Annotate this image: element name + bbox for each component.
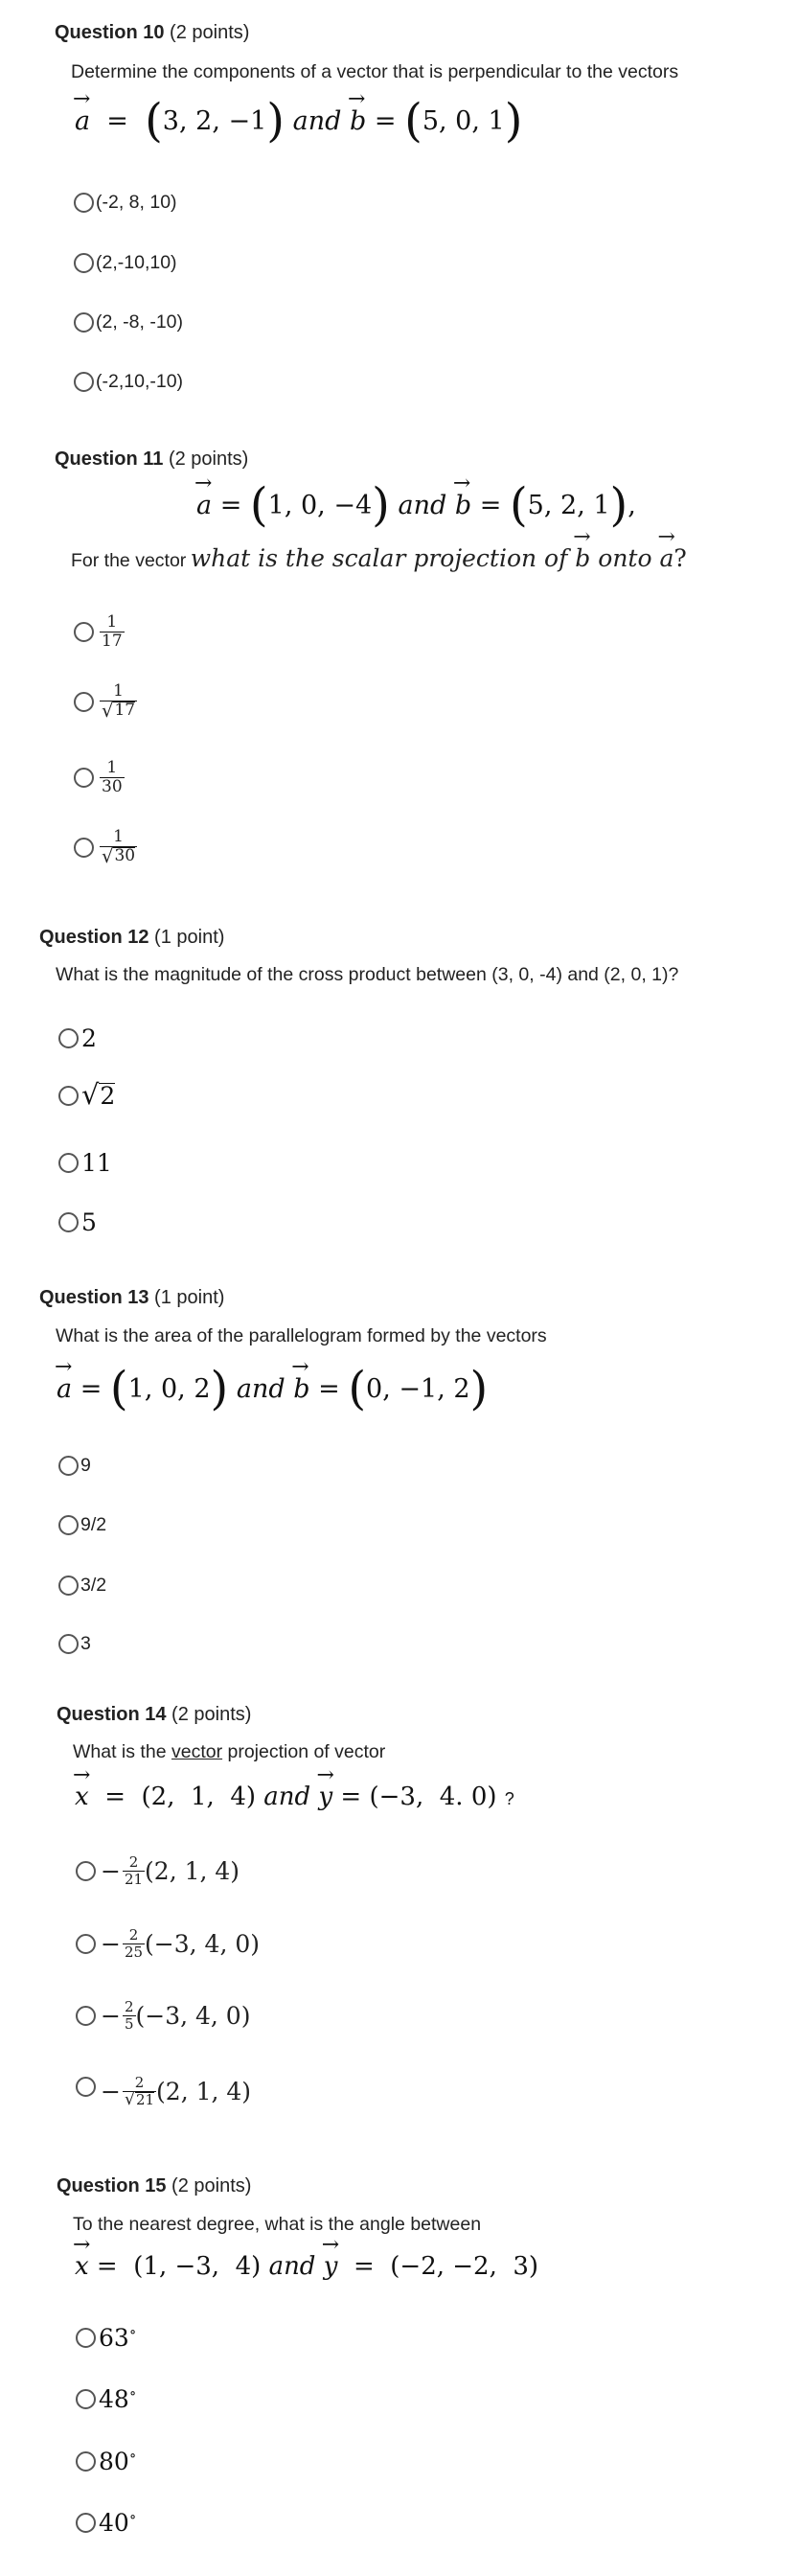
option-label: (2, -8, -10) bbox=[96, 311, 184, 333]
vector-b-values: 0, −1, 2 bbox=[366, 1374, 470, 1404]
question-11-header bbox=[55, 448, 248, 471]
option-label: (2,-10,10) bbox=[96, 252, 177, 273]
radio-button[interactable] bbox=[58, 1086, 79, 1106]
question-12-option-2[interactable] bbox=[58, 1078, 116, 1111]
option-label: 9/2 bbox=[80, 1514, 107, 1535]
fraction: $\frac{2}{21}$ bbox=[124, 1853, 144, 1888]
question-12-prompt: What is the magnitude of the cross product between (3, 0, -4) and (2, 0, 1)? bbox=[56, 964, 679, 985]
question-14-option-2[interactable]: − $\frac{2}{25}$ (−3, 4, 0) bbox=[76, 1927, 260, 1960]
fraction: $\frac{1}{30}$ bbox=[102, 758, 123, 796]
question-10-option-2[interactable] bbox=[74, 252, 177, 274]
question-13-option-1[interactable] bbox=[58, 1455, 91, 1477]
question-11-vectors: → a = (1, 0, −4) and → b = (5, 2, 1), bbox=[196, 482, 636, 528]
question-points: (2 points) bbox=[171, 1704, 252, 1725]
vector-x: → x bbox=[75, 2252, 89, 2281]
radio-button[interactable] bbox=[76, 2077, 96, 2097]
question-10-prompt: Determine the components of a vector that is perpendicular to the vectors bbox=[71, 61, 679, 82]
question-13-header bbox=[39, 1287, 224, 1309]
vector-a: → a bbox=[196, 491, 212, 520]
radio-button[interactable] bbox=[76, 2006, 96, 2026]
and-word: and bbox=[292, 106, 342, 136]
option-label: 40∘ bbox=[99, 2508, 137, 2537]
question-mark: ? bbox=[673, 544, 687, 572]
question-15-option-3[interactable] bbox=[76, 2447, 136, 2475]
vector-x-values: (1, −3, 4) bbox=[133, 2252, 262, 2281]
onto-word: onto bbox=[598, 544, 652, 572]
option-vector: (−3, 4, 0) bbox=[145, 1929, 261, 1958]
radio-button[interactable] bbox=[74, 622, 94, 642]
question-15-prompt: To the nearest degree, what is the angle between bbox=[73, 2214, 482, 2235]
question-13-prompt: What is the area of the parallelogram formed by the vectors bbox=[56, 1325, 547, 1346]
fraction: 1 √ 30 bbox=[102, 827, 136, 867]
question-13-option-3[interactable] bbox=[58, 1575, 106, 1597]
question-10-option-3[interactable] bbox=[74, 311, 183, 334]
question-15-option-1[interactable] bbox=[76, 2323, 136, 2352]
option-label: (-2,10,-10) bbox=[96, 371, 184, 392]
question-14-option-3[interactable]: − $\frac{2}{5}$ (−3, 4, 0) bbox=[76, 1999, 250, 2032]
radio-button[interactable] bbox=[76, 2513, 96, 2533]
vector-b: → b bbox=[575, 544, 590, 572]
vector-a-values: 3, 2, −1 bbox=[162, 106, 267, 136]
question-12-option-4[interactable] bbox=[58, 1208, 97, 1236]
radio-button[interactable] bbox=[58, 1576, 79, 1596]
vector-b: → b bbox=[350, 106, 366, 136]
and-word: and bbox=[398, 491, 447, 520]
fraction: $\frac{2}{5}$ bbox=[124, 1998, 134, 2033]
radio-button[interactable] bbox=[58, 1515, 79, 1535]
option-label: 2 bbox=[81, 1024, 97, 1052]
question-mark: ? bbox=[504, 1789, 514, 1808]
question-15-option-4[interactable] bbox=[76, 2508, 136, 2537]
radio-button[interactable] bbox=[58, 1456, 79, 1476]
question-title: Question 13 bbox=[39, 1287, 149, 1308]
question-10-vectors: → a = (3, 2, −1) and → b = (5, 0, 1) bbox=[75, 98, 522, 144]
question-15-header bbox=[57, 2175, 251, 2197]
vector-b-values: 5, 0, 1 bbox=[422, 106, 505, 136]
prompt-math: what is the scalar projection of bbox=[190, 544, 568, 572]
trailing-comma: , bbox=[628, 491, 636, 520]
prompt-text: projection of vector bbox=[222, 1741, 386, 1762]
and-word: and bbox=[268, 2252, 316, 2281]
vector-a: → a bbox=[659, 544, 673, 572]
question-13-option-4[interactable] bbox=[58, 1633, 91, 1655]
option-label: 3 bbox=[80, 1633, 91, 1654]
question-11-option-4[interactable] bbox=[74, 828, 137, 866]
radio-button[interactable] bbox=[74, 253, 94, 273]
vector-y-values: (−3, 4. 0) bbox=[369, 1782, 497, 1811]
and-word: and bbox=[263, 1782, 311, 1811]
question-14-prompt bbox=[73, 1741, 385, 1763]
question-11-option-1[interactable] bbox=[74, 613, 125, 650]
option-label: √ 2 bbox=[81, 1078, 116, 1111]
radio-button[interactable] bbox=[74, 692, 94, 712]
option-label: 5 bbox=[81, 1208, 97, 1236]
fraction: 1 √ 17 bbox=[102, 681, 136, 722]
radio-button[interactable] bbox=[58, 1634, 79, 1654]
question-15-vectors: → x = (1, −3, 4) and → y = (−2, −2, 3) bbox=[75, 2252, 538, 2281]
option-vector: (2, 1, 4) bbox=[156, 2077, 252, 2105]
radio-button[interactable] bbox=[76, 2328, 96, 2348]
radio-button[interactable] bbox=[76, 2451, 96, 2472]
and-word: and bbox=[236, 1374, 285, 1404]
option-label: 3/2 bbox=[80, 1575, 107, 1596]
question-14-vectors: → x = (2, 1, 4) and → y = (−3, 4. 0) ? bbox=[75, 1782, 514, 1811]
radio-button[interactable] bbox=[74, 768, 94, 788]
radio-button[interactable] bbox=[74, 838, 94, 858]
question-title: Question 11 bbox=[55, 448, 164, 470]
option-label: (-2, 8, 10) bbox=[96, 192, 177, 213]
vector-b: → b bbox=[293, 1374, 309, 1404]
question-11-prompt bbox=[71, 544, 687, 572]
radio-button[interactable] bbox=[58, 1212, 79, 1232]
option-label: 80∘ bbox=[99, 2447, 137, 2475]
vector-x-values: (2, 1, 4) bbox=[141, 1782, 257, 1811]
question-13-option-2[interactable] bbox=[58, 1514, 106, 1536]
question-12-header bbox=[39, 927, 224, 949]
question-points: (2 points) bbox=[171, 2175, 252, 2196]
prompt-underlined: vector bbox=[171, 1741, 223, 1762]
vector-y-values: (−2, −2, 3) bbox=[390, 2252, 539, 2281]
question-points: (1 point) bbox=[154, 1287, 225, 1308]
question-11-option-2[interactable] bbox=[74, 682, 137, 721]
radio-button[interactable] bbox=[74, 372, 94, 392]
vector-x: → x bbox=[75, 1782, 89, 1811]
option-label: 9 bbox=[80, 1455, 91, 1476]
question-points: (2 points) bbox=[168, 448, 249, 470]
question-14-header bbox=[57, 1704, 251, 1726]
radio-button[interactable] bbox=[74, 312, 94, 333]
prompt-text: What is the bbox=[73, 1741, 171, 1762]
radio-button[interactable] bbox=[74, 193, 94, 213]
question-title: Question 10 bbox=[55, 22, 165, 43]
radio-button[interactable] bbox=[76, 1934, 96, 1954]
fraction: 2 √ 21 bbox=[124, 2074, 155, 2109]
question-13-vectors: → a = (1, 0, 2) and → b = (0, −1, 2) bbox=[57, 1366, 488, 1412]
question-title: Question 12 bbox=[39, 927, 149, 948]
question-title: Question 14 bbox=[57, 1704, 167, 1725]
radio-button[interactable] bbox=[76, 1861, 96, 1881]
question-points: (2 points) bbox=[170, 22, 250, 43]
radio-button[interactable] bbox=[76, 2389, 96, 2409]
vector-y: → y bbox=[324, 2252, 338, 2281]
fraction: $\frac{2}{25}$ bbox=[124, 1926, 144, 1961]
radio-button[interactable] bbox=[58, 1153, 79, 1173]
question-14-option-1[interactable]: − $\frac{2}{21}$ (2, 1, 4) bbox=[76, 1854, 240, 1887]
question-points: (1 point) bbox=[154, 927, 225, 948]
option-label: 48∘ bbox=[99, 2384, 137, 2413]
option-label: 63∘ bbox=[99, 2323, 137, 2352]
question-15-option-2[interactable] bbox=[76, 2384, 136, 2413]
fraction: $\frac{1}{17}$ bbox=[102, 612, 123, 651]
option-label: 11 bbox=[81, 1149, 112, 1177]
vector-y: → y bbox=[318, 1782, 332, 1811]
vector-a: → a bbox=[57, 1374, 72, 1404]
question-10-header bbox=[55, 22, 249, 44]
question-12-option-3[interactable] bbox=[58, 1149, 112, 1177]
question-10-option-1[interactable] bbox=[74, 192, 177, 214]
radio-button[interactable] bbox=[58, 1028, 79, 1048]
prompt-text: For the vector bbox=[71, 550, 187, 571]
question-title: Question 15 bbox=[57, 2175, 167, 2196]
vector-a-values: 1, 0, 2 bbox=[127, 1374, 211, 1404]
vector-b: → b bbox=[455, 491, 471, 520]
vector-a-values: 1, 0, −4 bbox=[267, 491, 373, 520]
question-12-option-1[interactable] bbox=[58, 1024, 97, 1052]
question-10-option-4[interactable] bbox=[74, 371, 183, 393]
option-vector: (−3, 4, 0) bbox=[135, 2001, 251, 2030]
option-vector: (2, 1, 4) bbox=[145, 1856, 240, 1885]
question-14-option-4[interactable]: − 2 √ 21 (2, 1, 4) bbox=[76, 2075, 251, 2108]
question-11-option-3[interactable] bbox=[74, 759, 125, 795]
vector-b-values: 5, 2, 1 bbox=[527, 491, 610, 520]
vector-a: → a bbox=[75, 106, 90, 136]
